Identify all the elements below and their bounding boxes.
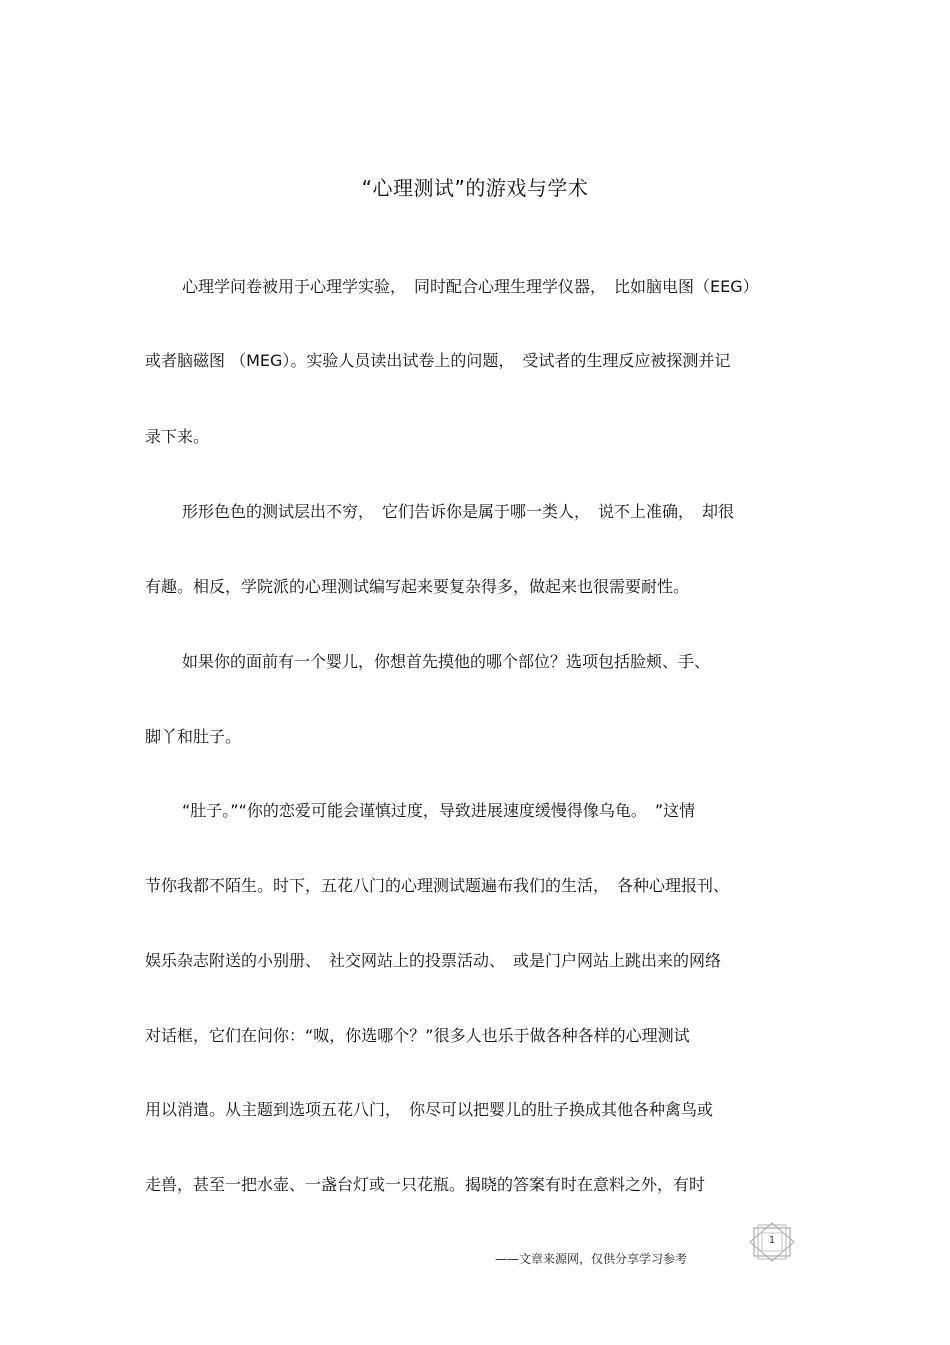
source-note: ——文章来源网，仅供分享学习参考: [495, 1252, 688, 1266]
body-line-7: 脚丫和肚子。: [145, 727, 242, 746]
page-number: 1: [768, 1235, 776, 1246]
body-line-10: 娱乐杂志附送的小别册、 社交网站上的投票活动、 或是门户网站上跳出来的网络: [145, 951, 722, 970]
body-line-1: 心理学问卷被用于心理学实验， 同时配合心理生理学仪器， 比如脑电图（EEG）: [182, 277, 759, 296]
document-title: “心理测试”的游戏与学术: [361, 176, 589, 200]
body-line-11: 对话框，它们在问你：“呶，你选哪个？”很多人也乐于做各种各样的心理测试: [145, 1026, 690, 1045]
body-line-4: 形形色色的测试层出不穷， 它们告诉你是属于哪一类人， 说不上准确， 却很: [182, 502, 735, 521]
page-number-badge: [748, 1222, 796, 1262]
body-line-8: “肚子。”“你的恋爱可能会谨慎过度，导致进展速度缓慢得像乌龟。 ”这情: [182, 801, 696, 820]
body-line-2: 或者脑磁图 （MEG）。实验人员读出试卷上的问题， 受试者的生理反应被探测并记: [145, 351, 731, 370]
body-line-5: 有趣。相反，学院派的心理测试编写起来要复杂得多，做起来也很需要耐性。: [145, 577, 690, 596]
body-line-3: 录下来。: [145, 427, 210, 446]
body-line-6: 如果你的面前有一个婴儿，你想首先摸他的哪个部位？选项包括脸颊、手、: [182, 652, 711, 671]
body-line-13: 走兽，甚至一把水壶、一盏台灯或一只花瓶。揭晓的答案有时在意料之外，有时: [145, 1175, 706, 1194]
body-line-12: 用以消遣。从主题到选项五花八门， 你尽可以把婴儿的肚子换成其他各种禽鸟或: [145, 1100, 714, 1119]
body-line-9: 节你我都不陌生。时下，五花八门的心理测试题遍布我们的生活， 各种心理报刊、: [145, 876, 730, 895]
